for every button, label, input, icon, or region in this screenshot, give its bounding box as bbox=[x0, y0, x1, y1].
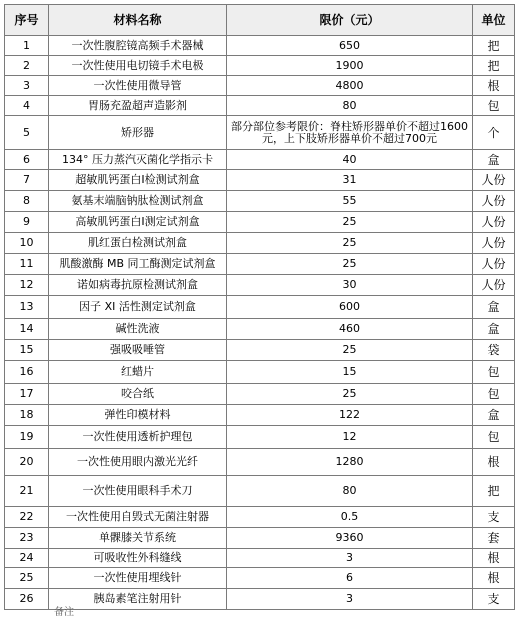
row-name: 134° 压力蒸汽灭菌化学指示卡 bbox=[49, 150, 227, 170]
table-row bbox=[5, 319, 515, 340]
row-no: 1 bbox=[5, 36, 49, 56]
table-row bbox=[5, 476, 515, 507]
row-unit: 把 bbox=[473, 56, 515, 76]
table-row bbox=[5, 96, 515, 116]
row-unit: 包 bbox=[473, 384, 515, 405]
row-price: 3 bbox=[227, 549, 473, 568]
table-row bbox=[5, 384, 515, 405]
row-unit: 包 bbox=[473, 361, 515, 384]
row-no: 15 bbox=[5, 340, 49, 361]
header-price: 限价（元） bbox=[227, 5, 473, 36]
row-unit: 盒 bbox=[473, 319, 515, 340]
row-unit: 根 bbox=[473, 449, 515, 476]
row-no: 3 bbox=[5, 76, 49, 96]
row-name: 一次性使用自毁式无菌注射器 bbox=[49, 507, 227, 528]
row-price: 3 bbox=[227, 589, 473, 610]
row-unit: 套 bbox=[473, 528, 515, 549]
table-row bbox=[5, 549, 515, 568]
table-row bbox=[5, 568, 515, 589]
row-unit: 人份 bbox=[473, 275, 515, 296]
row-name: 超敏肌钙蛋白Ⅰ检测试剂盒 bbox=[49, 170, 227, 191]
table-row bbox=[5, 361, 515, 384]
row-name: 胃肠充盈超声造影剂 bbox=[49, 96, 227, 116]
table-row bbox=[5, 426, 515, 449]
row-unit: 袋 bbox=[473, 340, 515, 361]
table-row bbox=[5, 191, 515, 212]
row-name: 一次性使用透析护理包 bbox=[49, 426, 227, 449]
row-name: 矫形器 bbox=[49, 116, 227, 150]
row-price: 4800 bbox=[227, 76, 473, 96]
row-no: 9 bbox=[5, 212, 49, 233]
header-unit: 单位 bbox=[473, 5, 515, 36]
row-no: 20 bbox=[5, 449, 49, 476]
row-no: 21 bbox=[5, 476, 49, 507]
table-row bbox=[5, 170, 515, 191]
row-no: 24 bbox=[5, 549, 49, 568]
row-unit: 支 bbox=[473, 589, 515, 610]
row-name: 碱性洗液 bbox=[49, 319, 227, 340]
row-no: 19 bbox=[5, 426, 49, 449]
row-unit: 包 bbox=[473, 426, 515, 449]
table-row bbox=[5, 405, 515, 426]
row-price: 25 bbox=[227, 384, 473, 405]
row-name: 因子 XI 活性测定试剂盒 bbox=[49, 296, 227, 319]
row-price: 600 bbox=[227, 296, 473, 319]
row-unit: 人份 bbox=[473, 191, 515, 212]
price-limit-table bbox=[4, 4, 515, 610]
row-price: 9360 bbox=[227, 528, 473, 549]
row-price: 1280 bbox=[227, 449, 473, 476]
row-name: 一次性使用微导管 bbox=[49, 76, 227, 96]
row-price: 25 bbox=[227, 233, 473, 254]
row-no: 17 bbox=[5, 384, 49, 405]
row-price: 80 bbox=[227, 96, 473, 116]
row-no: 25 bbox=[5, 568, 49, 589]
table-row bbox=[5, 589, 515, 610]
row-price: 122 bbox=[227, 405, 473, 426]
row-name: 诺如病毒抗原检测试剂盒 bbox=[49, 275, 227, 296]
row-no: 2 bbox=[5, 56, 49, 76]
table-row bbox=[5, 150, 515, 170]
table-row bbox=[5, 449, 515, 476]
row-price: 15 bbox=[227, 361, 473, 384]
table-row bbox=[5, 296, 515, 319]
row-price: 40 bbox=[227, 150, 473, 170]
row-no: 12 bbox=[5, 275, 49, 296]
row-unit: 根 bbox=[473, 568, 515, 589]
row-no: 16 bbox=[5, 361, 49, 384]
row-unit: 把 bbox=[473, 476, 515, 507]
table-row bbox=[5, 212, 515, 233]
row-unit: 包 bbox=[473, 96, 515, 116]
row-unit: 根 bbox=[473, 549, 515, 568]
row-name: 一次性腹腔镜高频手术器械 bbox=[49, 36, 227, 56]
row-name: 一次性使用眼内激光光纤 bbox=[49, 449, 227, 476]
row-unit: 人份 bbox=[473, 233, 515, 254]
table-row bbox=[5, 528, 515, 549]
row-price: 12 bbox=[227, 426, 473, 449]
row-unit: 人份 bbox=[473, 254, 515, 275]
row-price: 0.5 bbox=[227, 507, 473, 528]
row-name: 胰岛素笔注射用针 bbox=[49, 589, 227, 610]
row-unit: 把 bbox=[473, 36, 515, 56]
row-price: 25 bbox=[227, 254, 473, 275]
row-no: 11 bbox=[5, 254, 49, 275]
row-no: 7 bbox=[5, 170, 49, 191]
row-no: 18 bbox=[5, 405, 49, 426]
row-unit: 盒 bbox=[473, 150, 515, 170]
row-price: 1900 bbox=[227, 56, 473, 76]
row-name: 单髁膝关节系统 bbox=[49, 528, 227, 549]
row-unit: 人份 bbox=[473, 170, 515, 191]
row-name: 一次性使用眼科手术刀 bbox=[49, 476, 227, 507]
row-price: 25 bbox=[227, 212, 473, 233]
table-row bbox=[5, 116, 515, 150]
row-no: 14 bbox=[5, 319, 49, 340]
row-no: 13 bbox=[5, 296, 49, 319]
table-row bbox=[5, 233, 515, 254]
row-no: 23 bbox=[5, 528, 49, 549]
row-name: 一次性使用电切镜手术电极 bbox=[49, 56, 227, 76]
row-unit: 人份 bbox=[473, 212, 515, 233]
row-name: 咬合纸 bbox=[49, 384, 227, 405]
row-name: 高敏肌钙蛋白Ⅰ测定试剂盒 bbox=[49, 212, 227, 233]
row-price: 6 bbox=[227, 568, 473, 589]
row-price: 55 bbox=[227, 191, 473, 212]
header-no: 序号 bbox=[5, 5, 49, 36]
row-name: 一次性使用埋线针 bbox=[49, 568, 227, 589]
cutoff-note: 备注 bbox=[54, 607, 74, 618]
table-row bbox=[5, 275, 515, 296]
table-row bbox=[5, 56, 515, 76]
row-unit: 支 bbox=[473, 507, 515, 528]
table-row bbox=[5, 76, 515, 96]
row-unit: 个 bbox=[473, 116, 515, 150]
row-no: 10 bbox=[5, 233, 49, 254]
row-no: 8 bbox=[5, 191, 49, 212]
row-name: 肌红蛋白检测试剂盒 bbox=[49, 233, 227, 254]
row-unit: 根 bbox=[473, 76, 515, 96]
row-name: 强吸吸唾管 bbox=[49, 340, 227, 361]
header-name: 材料名称 bbox=[49, 5, 227, 36]
table-row bbox=[5, 507, 515, 528]
table-header-row bbox=[5, 5, 515, 36]
row-price: 80 bbox=[227, 476, 473, 507]
row-unit: 盒 bbox=[473, 405, 515, 426]
row-price: 25 bbox=[227, 340, 473, 361]
table-row bbox=[5, 254, 515, 275]
row-name: 氨基末端脑钠肽检测试剂盒 bbox=[49, 191, 227, 212]
row-price: 部分部位参考限价：脊柱矫形器单价不超过1600元，上下肢矫形器单价不超过700元 bbox=[227, 116, 473, 150]
row-price: 460 bbox=[227, 319, 473, 340]
row-no: 5 bbox=[5, 116, 49, 150]
row-unit: 盒 bbox=[473, 296, 515, 319]
row-name: 肌酸激酶 MB 同工酶测定试剂盒 bbox=[49, 254, 227, 275]
row-no: 22 bbox=[5, 507, 49, 528]
row-name: 弹性印模材料 bbox=[49, 405, 227, 426]
row-price: 30 bbox=[227, 275, 473, 296]
row-no: 4 bbox=[5, 96, 49, 116]
row-price: 31 bbox=[227, 170, 473, 191]
row-price: 650 bbox=[227, 36, 473, 56]
row-no: 6 bbox=[5, 150, 49, 170]
row-name: 红蜡片 bbox=[49, 361, 227, 384]
row-no: 26 bbox=[5, 589, 49, 610]
table-row bbox=[5, 340, 515, 361]
row-name: 可吸收性外科缝线 bbox=[49, 549, 227, 568]
table-row bbox=[5, 36, 515, 56]
